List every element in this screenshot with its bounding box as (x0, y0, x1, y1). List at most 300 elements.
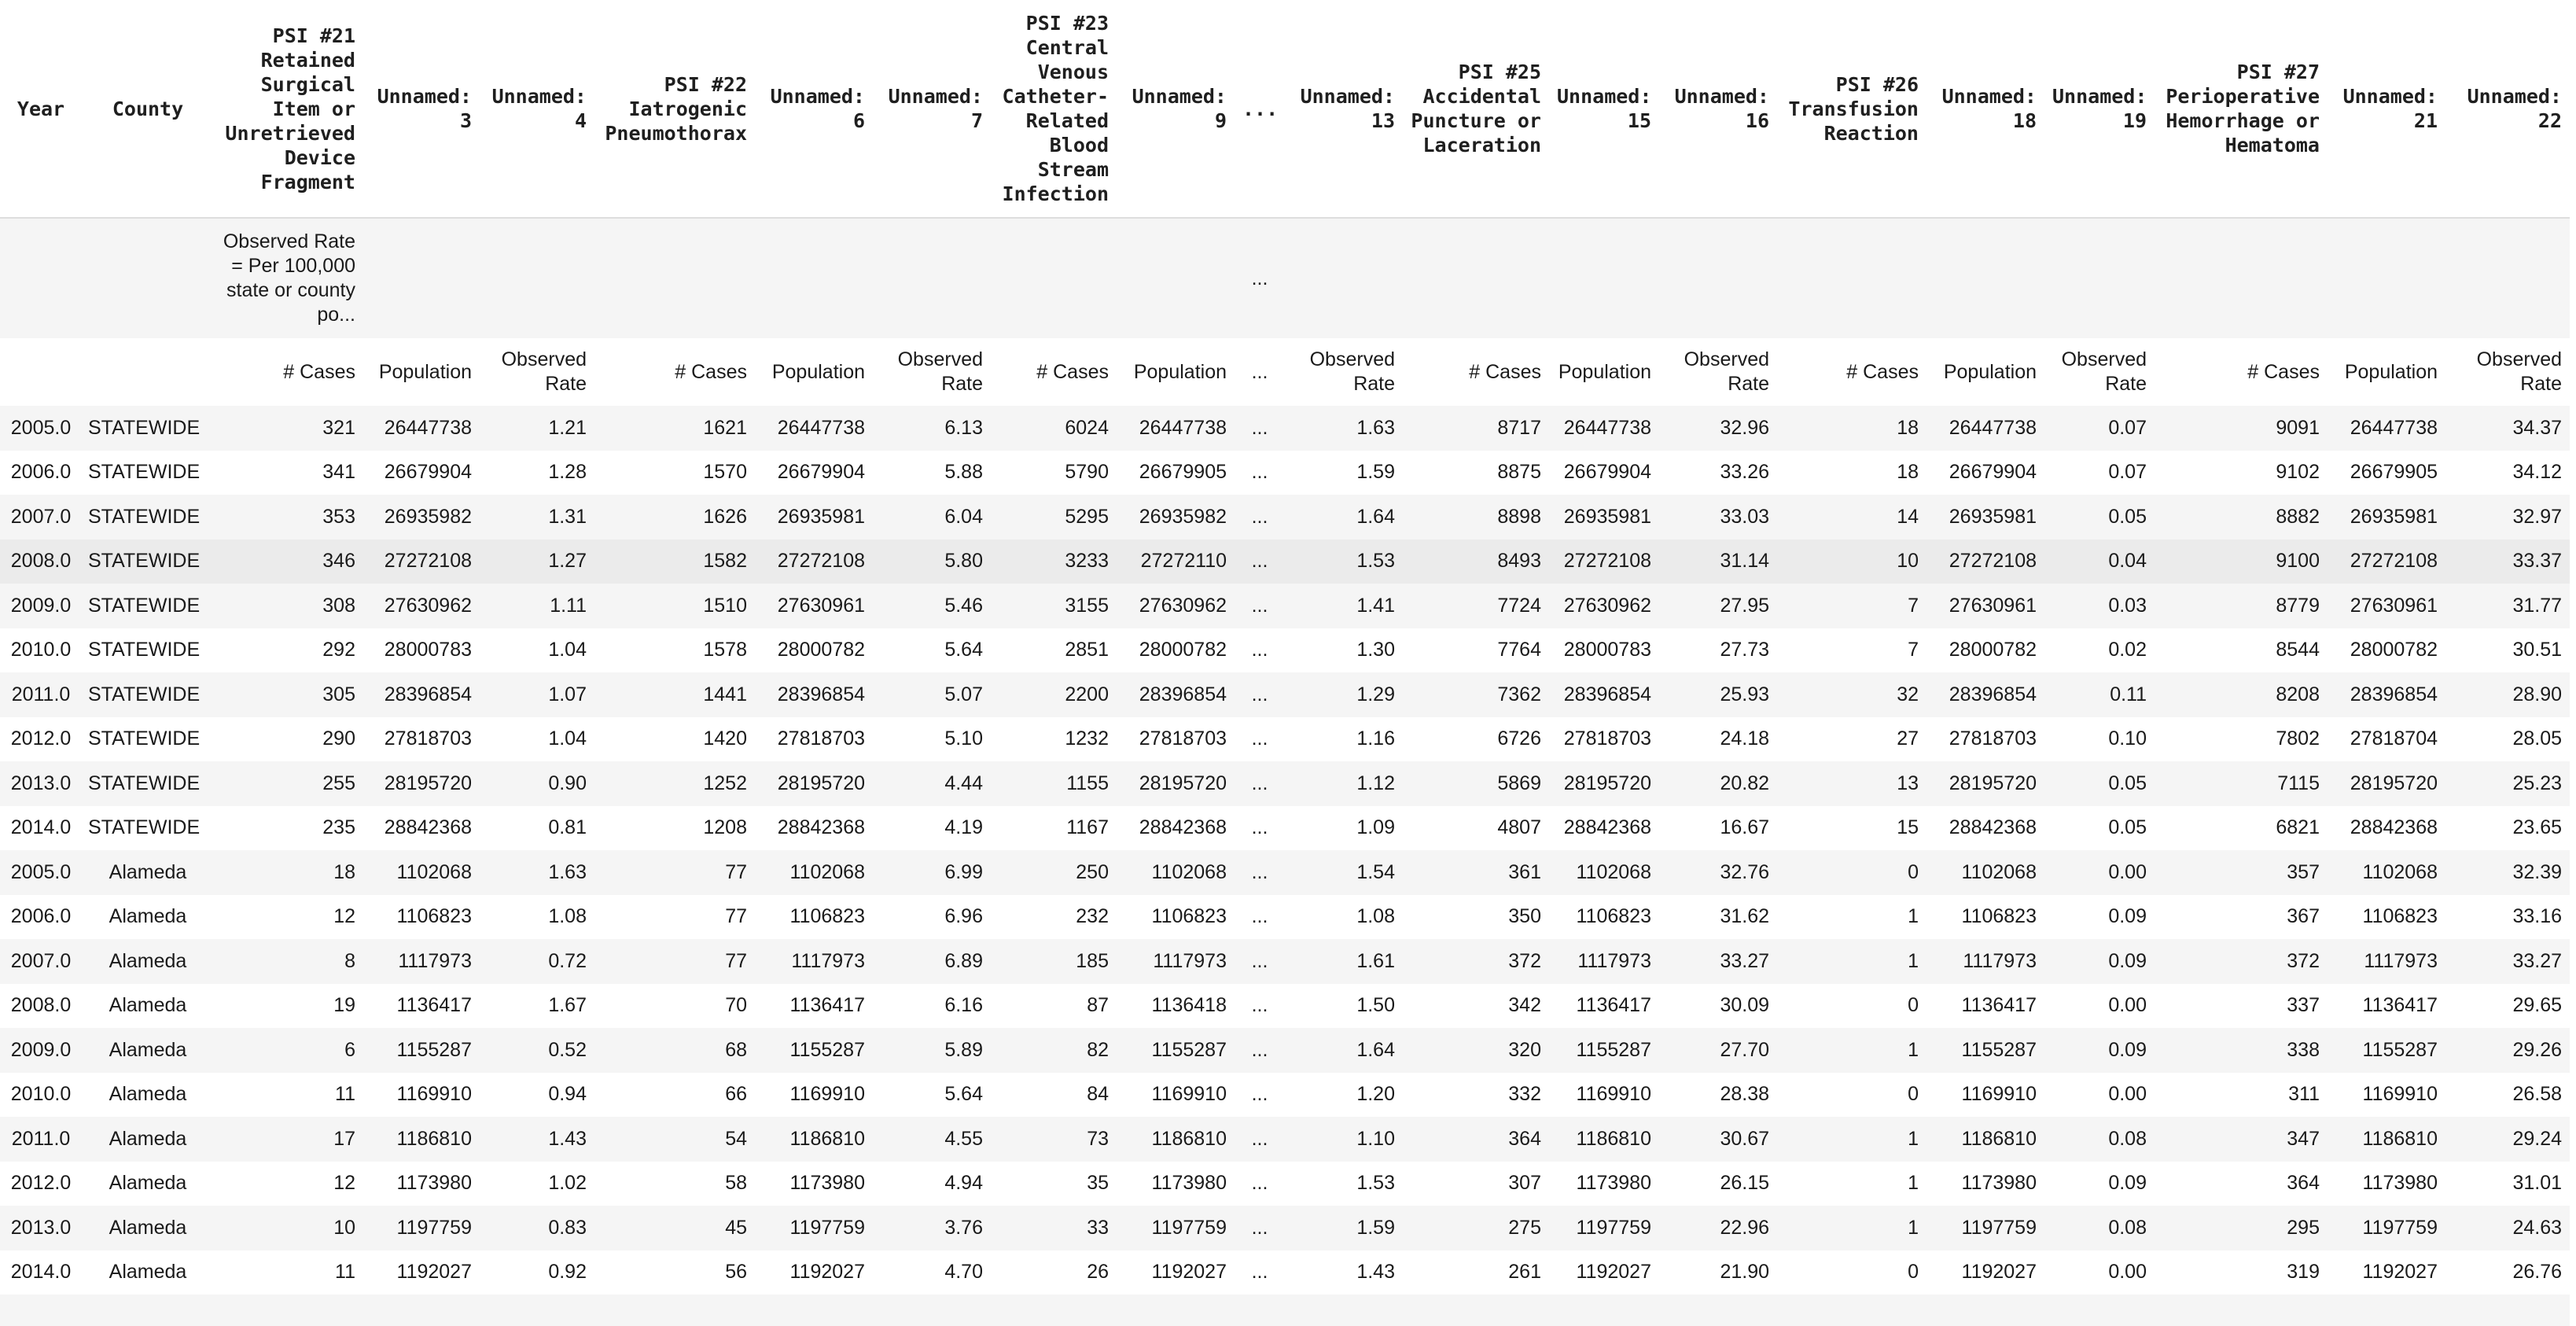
col-header-unnamed-6: Unnamed: 6 (755, 0, 873, 218)
population-cell: 1155287 (755, 1028, 873, 1073)
cell (0, 218, 82, 338)
cases-cell: 11 (214, 1073, 363, 1118)
rate-cell: 1.59 (1285, 451, 1403, 495)
rate-cell: 6.04 (873, 495, 991, 540)
cases-cell: 1 (1777, 1206, 1926, 1250)
cases-cell: 18 (1777, 406, 1926, 451)
population-cell: 26679905 (2328, 451, 2445, 495)
population-cell: 1136417 (1549, 984, 1659, 1029)
rate-cell: 33.27 (2445, 939, 2570, 984)
cell (1659, 218, 1777, 338)
cases-cell: 18 (1777, 451, 1926, 495)
population-cell: 1117973 (1549, 939, 1659, 984)
county-cell: STATEWIDE (82, 451, 214, 495)
population-cell: 26935982 (1117, 495, 1235, 540)
year-cell: 2007.0 (0, 939, 82, 984)
population-cell: 1136417 (363, 984, 480, 1029)
cases-cell: 68 (594, 1028, 755, 1073)
rate-cell: 22.96 (1659, 1206, 1777, 1250)
population-cell: 1106823 (1117, 895, 1235, 940)
subheader-cases: # Cases (214, 338, 363, 406)
ellipsis-cell: ... (1235, 584, 1285, 628)
population-cell: 1186810 (1926, 1117, 2044, 1162)
population-cell: 28195720 (1926, 761, 2044, 806)
cases-cell: 250 (991, 850, 1117, 895)
subheader-cases: # Cases (594, 338, 755, 406)
year-cell: 2013.0 (0, 1206, 82, 1250)
population-cell: 26679904 (755, 451, 873, 495)
ellipsis-cell: ... (1235, 672, 1285, 717)
rate-cell: 0.00 (2044, 984, 2155, 1029)
cases-cell: 364 (2155, 1162, 2328, 1206)
cell (755, 1295, 873, 1326)
population-cell: 28195720 (1549, 761, 1659, 806)
cases-cell: 8882 (2155, 495, 2328, 540)
county-cell: STATEWIDE (82, 761, 214, 806)
population-cell: 1102068 (2328, 850, 2445, 895)
rate-cell: 31.01 (2445, 1162, 2570, 1206)
cases-cell: 1167 (991, 806, 1117, 851)
population-cell: 26447738 (1117, 406, 1235, 451)
cases-cell: 73 (991, 1117, 1117, 1162)
population-cell: 1173980 (1117, 1162, 1235, 1206)
cell (1235, 1295, 1285, 1326)
cell (2155, 1295, 2328, 1326)
rate-cell: 31.77 (2445, 584, 2570, 628)
cases-cell: 70 (594, 984, 755, 1029)
cases-cell: 45 (594, 1206, 755, 1250)
population-cell: 28195720 (363, 761, 480, 806)
cases-cell: 8779 (2155, 584, 2328, 628)
rate-cell: 29.26 (2445, 1028, 2570, 1073)
cases-cell: 372 (1403, 939, 1549, 984)
rate-cell: 32.96 (1659, 406, 1777, 451)
rate-cell: 34.37 (2445, 406, 2570, 451)
rate-cell: 0.02 (2044, 628, 2155, 673)
cases-cell: 1252 (594, 761, 755, 806)
rate-cell: 1.30 (1285, 628, 1403, 673)
subheader-population: Population (1926, 338, 2044, 406)
rate-cell: 1.64 (1285, 495, 1403, 540)
cases-cell: 4807 (1403, 806, 1549, 851)
population-cell: 27272108 (363, 540, 480, 584)
population-cell: 26447738 (2328, 406, 2445, 451)
rate-cell: 1.31 (480, 495, 594, 540)
col-header-unnamed-22: Unnamed: 22 (2445, 0, 2570, 218)
cell (594, 218, 755, 338)
cases-cell: 261 (1403, 1250, 1549, 1295)
col-header-psi23: PSI #23 Central Venous Catheter-Related Blood Stream Infection (991, 0, 1117, 218)
population-cell: 27630961 (2328, 584, 2445, 628)
cases-cell: 307 (1403, 1162, 1549, 1206)
population-cell: 27630961 (755, 584, 873, 628)
rate-cell: 4.55 (873, 1117, 991, 1162)
rate-cell: 30.67 (1659, 1117, 1777, 1162)
cases-cell: 347 (2155, 1117, 2328, 1162)
population-cell: 1117973 (1117, 939, 1235, 984)
cell (82, 338, 214, 406)
year-cell: 2012.0 (0, 1162, 82, 1206)
cases-cell: 27 (1777, 717, 1926, 762)
ellipsis-cell: ... (1235, 1073, 1285, 1118)
population-cell: 1117973 (755, 939, 873, 984)
subheader-observed-rate: Observed Rate (2044, 338, 2155, 406)
rate-cell: 33.26 (1659, 451, 1777, 495)
cases-cell: 54 (594, 1117, 755, 1162)
population-cell: 1192027 (1549, 1250, 1659, 1295)
population-cell: 1102068 (1926, 850, 2044, 895)
cases-cell: 11 (214, 1250, 363, 1295)
cases-cell: 6024 (991, 406, 1117, 451)
cases-cell: 1420 (594, 717, 755, 762)
rate-cell: 1.04 (480, 628, 594, 673)
table-row (0, 717, 2570, 762)
rate-cell: 0.03 (2044, 584, 2155, 628)
rate-cell: 5.46 (873, 584, 991, 628)
cases-cell: 361 (1403, 850, 1549, 895)
cases-cell: 66 (594, 1073, 755, 1118)
col-header-year: Year (0, 0, 82, 218)
population-cell: 1102068 (1117, 850, 1235, 895)
rate-cell: 23.65 (2445, 806, 2570, 851)
cases-cell: 185 (991, 939, 1117, 984)
table-row (0, 1073, 2570, 1118)
table-row (0, 628, 2570, 673)
rate-cell: 0.72 (480, 939, 594, 984)
population-cell: 28000782 (1117, 628, 1235, 673)
population-cell: 1155287 (363, 1028, 480, 1073)
rate-cell: 0.00 (2044, 850, 2155, 895)
rate-cell: 1.43 (480, 1117, 594, 1162)
cases-cell: 337 (2155, 984, 2328, 1029)
cell (873, 1295, 991, 1326)
rate-cell: 0.00 (2044, 1250, 2155, 1295)
cases-cell: 353 (214, 495, 363, 540)
population-cell: 1117973 (363, 939, 480, 984)
cases-cell: 342 (1403, 984, 1549, 1029)
county-cell: STATEWIDE (82, 406, 214, 451)
rate-cell: 1.54 (1285, 850, 1403, 895)
rate-cell: 20.82 (1659, 761, 1777, 806)
rate-cell: 26.76 (2445, 1250, 2570, 1295)
rate-cell: 0.83 (480, 1206, 594, 1250)
ellipsis-cell: ... (1235, 761, 1285, 806)
rate-cell: 0.05 (2044, 806, 2155, 851)
rate-cell: 1.12 (1285, 761, 1403, 806)
cases-cell: 338 (2155, 1028, 2328, 1073)
cases-cell: 17 (214, 1117, 363, 1162)
rate-cell: 1.09 (1285, 806, 1403, 851)
population-cell: 1197759 (1549, 1206, 1659, 1250)
ellipsis-cell: ... (1235, 218, 1285, 338)
cases-cell: 10 (1777, 540, 1926, 584)
rate-cell: 6.99 (873, 850, 991, 895)
cases-cell: 332 (1403, 1073, 1549, 1118)
population-cell: 27630962 (1117, 584, 1235, 628)
col-header-unnamed-3: Unnamed: 3 (363, 0, 480, 218)
ellipsis-cell: ... (1235, 806, 1285, 851)
ellipsis-cell: ... (1235, 406, 1285, 451)
rate-cell: 27.95 (1659, 584, 1777, 628)
population-cell: 1197759 (755, 1206, 873, 1250)
cases-cell: 1232 (991, 717, 1117, 762)
county-cell: STATEWIDE (82, 806, 214, 851)
population-cell: 27272108 (2328, 540, 2445, 584)
rate-cell: 28.38 (1659, 1073, 1777, 1118)
cases-cell: 357 (2155, 850, 2328, 895)
rate-cell: 30.09 (1659, 984, 1777, 1029)
cases-cell: 8208 (2155, 672, 2328, 717)
county-cell: STATEWIDE (82, 495, 214, 540)
cases-cell: 18 (214, 850, 363, 895)
cell (0, 1295, 82, 1326)
cases-cell: 84 (991, 1073, 1117, 1118)
col-header-psi22: PSI #22 Iatrogenic Pneumothorax (594, 0, 755, 218)
rate-cell: 1.64 (1285, 1028, 1403, 1073)
cases-cell: 0 (1777, 984, 1926, 1029)
year-cell: 2013.0 (0, 761, 82, 806)
rate-cell: 0.90 (480, 761, 594, 806)
cases-cell: 8717 (1403, 406, 1549, 451)
col-header-unnamed-4: Unnamed: 4 (480, 0, 594, 218)
ellipsis-cell: ... (1235, 1162, 1285, 1206)
table-row (0, 850, 2570, 895)
col-header-unnamed-18: Unnamed: 18 (1926, 0, 2044, 218)
cell (82, 218, 214, 338)
year-cell: 2005.0 (0, 406, 82, 451)
year-cell: 2006.0 (0, 895, 82, 940)
cell (2445, 218, 2570, 338)
rate-cell: 1.11 (480, 584, 594, 628)
cell (1403, 218, 1549, 338)
col-header-unnamed-15: Unnamed: 15 (1549, 0, 1659, 218)
population-cell: 26447738 (755, 406, 873, 451)
subheader-observed-rate: Observed Rate (1659, 338, 1777, 406)
population-cell: 27272108 (1549, 540, 1659, 584)
rate-cell: 26.15 (1659, 1162, 1777, 1206)
rate-cell: 5.07 (873, 672, 991, 717)
cases-cell: 1208 (594, 806, 755, 851)
table-row (0, 984, 2570, 1029)
cases-cell: 8875 (1403, 451, 1549, 495)
year-cell: 2008.0 (0, 984, 82, 1029)
rate-cell: 24.18 (1659, 717, 1777, 762)
col-header-unnamed-21: Unnamed: 21 (2328, 0, 2445, 218)
cases-cell: 311 (2155, 1073, 2328, 1118)
population-cell: 26935981 (1926, 495, 2044, 540)
col-header-unnamed-19: Unnamed: 19 (2044, 0, 2155, 218)
population-cell: 27272110 (1117, 540, 1235, 584)
cases-cell: 2851 (991, 628, 1117, 673)
rate-cell: 0.09 (2044, 895, 2155, 940)
rate-cell: 1.08 (480, 895, 594, 940)
cases-cell: 367 (2155, 895, 2328, 940)
cell (2044, 1295, 2155, 1326)
population-cell: 1169910 (363, 1073, 480, 1118)
rate-cell: 0.52 (480, 1028, 594, 1073)
subheader-population: Population (2328, 338, 2445, 406)
table-row (0, 1117, 2570, 1162)
population-cell: 1192027 (755, 1250, 873, 1295)
cell (82, 1295, 214, 1326)
rate-cell: 4.94 (873, 1162, 991, 1206)
cases-cell: 350 (1403, 895, 1549, 940)
ellipsis-cell: ... (1235, 451, 1285, 495)
population-cell: 1169910 (2328, 1073, 2445, 1118)
cell (363, 218, 480, 338)
year-cell: 2011.0 (0, 1117, 82, 1162)
subheader-observed-rate: Observed Rate (873, 338, 991, 406)
rate-cell: 33.16 (2445, 895, 2570, 940)
cases-cell: 77 (594, 939, 755, 984)
county-cell: STATEWIDE (82, 584, 214, 628)
population-cell: 1136417 (2328, 984, 2445, 1029)
population-cell: 26679905 (1117, 451, 1235, 495)
population-cell: 28000782 (755, 628, 873, 673)
cases-cell: 26 (991, 1250, 1117, 1295)
cell (1285, 1295, 1403, 1326)
ellipsis-cell: ... (1235, 1250, 1285, 1295)
rate-cell: 0.10 (2044, 717, 2155, 762)
rate-cell: 32.97 (2445, 495, 2570, 540)
cases-cell: 13 (1777, 761, 1926, 806)
rate-cell: 1.07 (480, 672, 594, 717)
rate-cell: 28.90 (2445, 672, 2570, 717)
rate-cell: 32.76 (1659, 850, 1777, 895)
rate-cell: 29.65 (2445, 984, 2570, 1029)
rate-cell: 0.08 (2044, 1206, 2155, 1250)
rate-cell: 1.50 (1285, 984, 1403, 1029)
population-cell: 1173980 (363, 1162, 480, 1206)
subheader-population: Population (1549, 338, 1659, 406)
rate-cell: 0.09 (2044, 1162, 2155, 1206)
cell (594, 1295, 755, 1326)
table-row (0, 451, 2570, 495)
cell (1777, 1295, 1926, 1326)
cases-cell: 7115 (2155, 761, 2328, 806)
population-cell: 27630962 (363, 584, 480, 628)
cases-cell: 7802 (2155, 717, 2328, 762)
ellipsis-cell: ... (1235, 717, 1285, 762)
cases-cell: 1 (1777, 895, 1926, 940)
col-header-county: County (82, 0, 214, 218)
population-cell: 28195720 (1117, 761, 1235, 806)
rate-cell: 0.09 (2044, 939, 2155, 984)
rate-cell: 1.29 (1285, 672, 1403, 717)
col-header-psi26: PSI #26 Transfusion Reaction (1777, 0, 1926, 218)
year-cell: 2009.0 (0, 1028, 82, 1073)
table-row (0, 584, 2570, 628)
rate-cell: 5.88 (873, 451, 991, 495)
rate-cell: 27.70 (1659, 1028, 1777, 1073)
rate-cell: 0.04 (2044, 540, 2155, 584)
rate-cell: 4.44 (873, 761, 991, 806)
population-cell: 26447738 (363, 406, 480, 451)
cases-cell: 1441 (594, 672, 755, 717)
cell (1659, 1295, 1777, 1326)
table-row (0, 939, 2570, 984)
year-cell: 2010.0 (0, 1073, 82, 1118)
cases-cell: 7724 (1403, 584, 1549, 628)
subheader-population: Population (363, 338, 480, 406)
cases-cell: 308 (214, 584, 363, 628)
cases-cell: 1510 (594, 584, 755, 628)
population-cell: 1117973 (2328, 939, 2445, 984)
cases-cell: 341 (214, 451, 363, 495)
rate-cell: 0.81 (480, 806, 594, 851)
year-cell: 2014.0 (0, 1250, 82, 1295)
rate-cell: 4.19 (873, 806, 991, 851)
rate-cell: 24.63 (2445, 1206, 2570, 1250)
rate-cell: 1.20 (1285, 1073, 1403, 1118)
county-cell: Alameda (82, 984, 214, 1029)
rate-cell: 6.13 (873, 406, 991, 451)
population-cell: 26935981 (755, 495, 873, 540)
cases-cell: 1 (1777, 1028, 1926, 1073)
rate-cell: 3.76 (873, 1206, 991, 1250)
population-cell: 1169910 (1926, 1073, 2044, 1118)
population-cell: 1173980 (755, 1162, 873, 1206)
population-cell: 1186810 (755, 1117, 873, 1162)
cell (755, 218, 873, 338)
cases-cell: 56 (594, 1250, 755, 1295)
population-cell: 27818703 (1117, 717, 1235, 762)
rate-cell: 29.24 (2445, 1117, 2570, 1162)
population-cell: 28396854 (1117, 672, 1235, 717)
cell (1285, 218, 1403, 338)
table-row (0, 672, 2570, 717)
year-cell: 2014.0 (0, 806, 82, 851)
population-cell: 27818704 (2328, 717, 2445, 762)
county-cell: Alameda (82, 1250, 214, 1295)
subheader-observed-rate: Observed Rate (1285, 338, 1403, 406)
population-cell: 28842368 (755, 806, 873, 851)
ellipsis-cell: ... (1235, 495, 1285, 540)
rate-cell: 1.08 (1285, 895, 1403, 940)
subheader-population: Population (1117, 338, 1235, 406)
cases-cell: 372 (2155, 939, 2328, 984)
col-header-unnamed-9: Unnamed: 9 (1117, 0, 1235, 218)
cases-cell: 305 (214, 672, 363, 717)
table-row (0, 495, 2570, 540)
cases-cell: 14 (1777, 495, 1926, 540)
population-cell: 1106823 (1926, 895, 2044, 940)
rate-cell: 33.37 (2445, 540, 2570, 584)
cases-cell: 1621 (594, 406, 755, 451)
ellipsis-cell: ... (1235, 1028, 1285, 1073)
cell (2044, 218, 2155, 338)
rate-cell: 1.61 (1285, 939, 1403, 984)
table-row (0, 761, 2570, 806)
population-cell: 1169910 (1549, 1073, 1659, 1118)
cases-cell: 35 (991, 1162, 1117, 1206)
population-cell: 1155287 (1926, 1028, 2044, 1073)
population-cell: 28396854 (755, 672, 873, 717)
rate-cell: 1.67 (480, 984, 594, 1029)
population-cell: 1136417 (755, 984, 873, 1029)
year-cell: 2009.0 (0, 584, 82, 628)
population-cell: 1106823 (755, 895, 873, 940)
ellipsis-cell: ... (1235, 984, 1285, 1029)
rate-cell: 34.12 (2445, 451, 2570, 495)
cases-cell: 1570 (594, 451, 755, 495)
population-cell: 1155287 (2328, 1028, 2445, 1073)
year-cell: 2010.0 (0, 628, 82, 673)
rate-cell: 1.43 (1285, 1250, 1403, 1295)
cell (1403, 1295, 1549, 1326)
ellipsis-cell: ... (1235, 850, 1285, 895)
col-header-unnamed-7: Unnamed: 7 (873, 0, 991, 218)
